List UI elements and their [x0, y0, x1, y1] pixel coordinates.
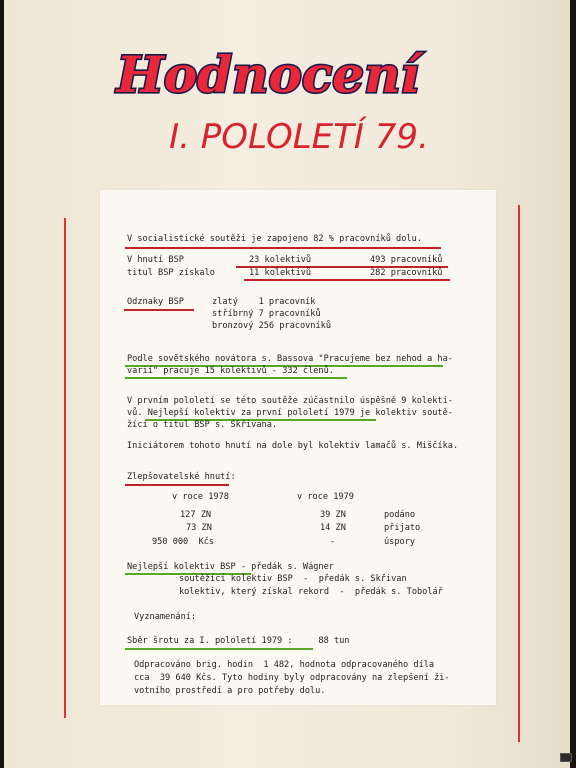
corner-marker	[560, 753, 572, 762]
line-badge-gold: zlatý 1 pracovník	[212, 297, 316, 307]
row1-label: podáno	[384, 510, 416, 520]
underline-red	[125, 247, 441, 249]
underline-red	[124, 309, 194, 311]
line-participation: V socialistické soutěži je zapojeno 82 % pracovníků dolu.	[127, 234, 422, 244]
underline-red	[244, 279, 450, 281]
line-brigade-3: votního prostředí a pro potřeby dolu.	[134, 686, 326, 696]
underline-green	[125, 648, 313, 650]
handwritten-title	[98, 40, 438, 110]
line-first-half-1: V prvním pololetí se této soutěže zúčastnilo úspěšně 9 kolekti-	[127, 396, 453, 406]
row2-label: přijato	[384, 523, 421, 533]
line-initiator: Iniciátorem tohoto hnutí na dole byl kolektiv lamačů s. Miščíka.	[127, 441, 459, 451]
line-title-collectives: 11 kolektivů	[249, 268, 312, 278]
left-margin-line	[64, 218, 66, 718]
subtitle-text: I. POLOLETÍ 79.	[169, 117, 429, 157]
row2-1979: 14 ZN	[320, 523, 346, 533]
year-1978: v roce 1978	[172, 492, 229, 502]
line-badge-bronze: bronzový 256 pracovníků	[212, 321, 331, 331]
line-scrap: Sběr šrotu za I. pololetí 1979 : 88 tun	[127, 636, 350, 646]
line-bassov-1: Podle sovětského novátora s. Bassova "Pracujeme bez nehod a ha-	[127, 354, 453, 364]
line-bsp-workers: 493 pracovníků	[370, 255, 443, 265]
line-title-workers: 282 pracovníků	[370, 268, 443, 278]
line-bassov-2: varií" pracuje 15 kolektivů - 332 členů.	[127, 366, 334, 376]
line-brigade-1: Odpracováno brig. hodin 1 482, hodnota odpracovaného díla	[134, 660, 435, 670]
row3-1979: -	[330, 537, 336, 547]
album-page	[4, 0, 570, 768]
line-best-collective: Nejlepší kolektiv BSP - předák s. Wágner	[127, 562, 334, 572]
underline-red	[125, 484, 229, 486]
line-bsp-label: V hnutí BSP	[127, 255, 184, 265]
row1-1979: 39 ZN	[320, 510, 346, 520]
row3-label: úspory	[384, 537, 416, 547]
title-text: Hodnocení	[116, 45, 420, 104]
line-badges-label: Odznaky BSP	[127, 297, 184, 307]
row1-1978: 127 ZN	[180, 510, 212, 520]
line-awards: Vyznamenání:	[134, 612, 197, 622]
line-title-label: titul BSP získalo	[127, 268, 215, 278]
line-record-collective: kolektiv, který získal rekord - předák s. Tobolář	[179, 587, 443, 597]
underline-green	[125, 377, 347, 379]
line-improvement-heading: Zlepšovatelské hnutí:	[127, 472, 236, 482]
right-margin-line	[518, 205, 520, 742]
line-brigade-2: cca 39 640 Kčs. Tyto hodiny byly odpracovány na zlepšení ži-	[134, 673, 450, 683]
line-bsp-collectives: 23 kolektivů	[249, 255, 312, 265]
handwritten-subtitle	[144, 108, 454, 168]
line-first-half-2: vů. Nejlepší kolektiv za první pololetí 1979 je kolektiv soutě-	[127, 408, 453, 418]
row2-1978: 73 ZN	[186, 523, 212, 533]
line-first-half-3: žící o titul BSP s. Skřivana.	[127, 420, 278, 430]
year-1979: v roce 1979	[297, 492, 354, 502]
line-badge-silver: stříbrný 7 pracovníků	[212, 309, 321, 319]
row3-1978: 950 000 Kčs	[152, 537, 215, 547]
line-competing-collective: soutěžící kolektiv BSP - předák s. Skřivan	[179, 574, 407, 584]
